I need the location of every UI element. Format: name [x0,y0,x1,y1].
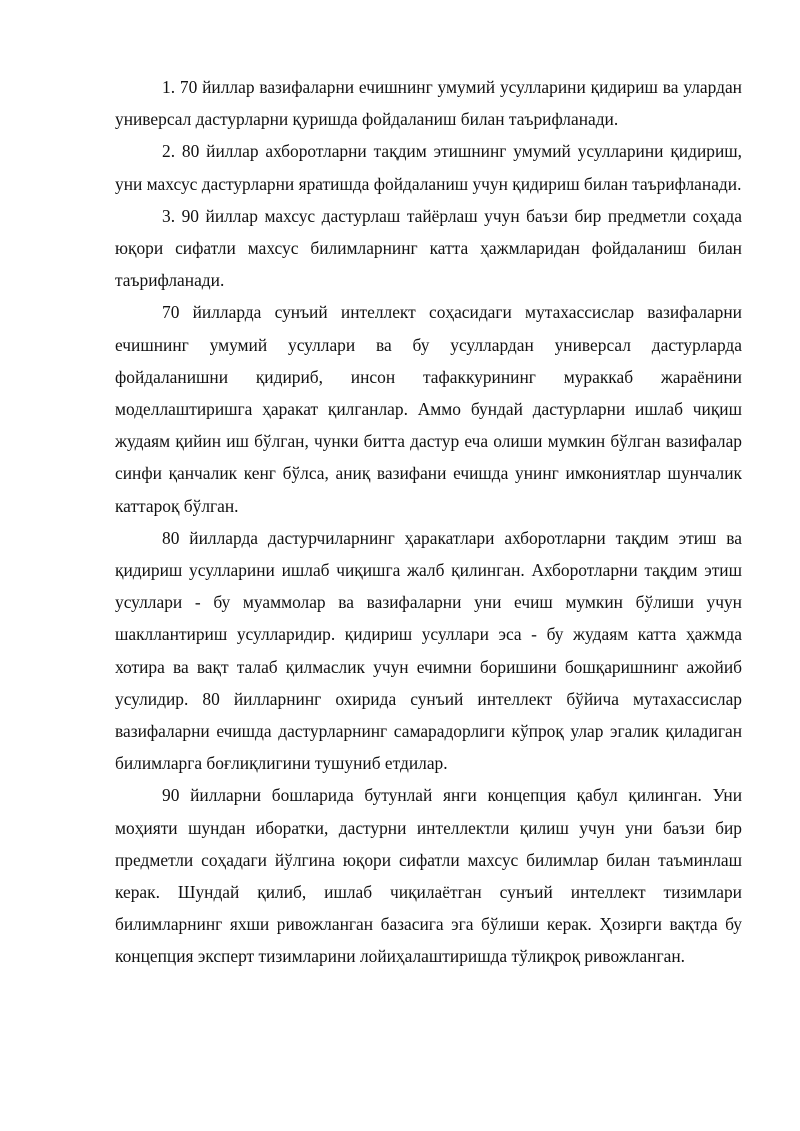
paragraph-2: 2. 80 йиллар ахборотларни тақдим этишнинг умумий усулларини қидириш, уни махсус дастурларни яратишда фойдаланиш учун қидириш билан таърифланади. [115,141,742,194]
paragraph-4: 70 йилларда сунъий интеллект соҳасидаги мутахассислар вазифаларни ечишнинг умумий усуллари ва бу усуллардан универсал дастурларда фойдаланишни қидириб, инсон тафаккурининг мураккаб жараёнини моделлаштиришга ҳаракат қилганлар. Аммо бундай дастурларни ишлаб чиқиш жудаям қийин иш бўлган, чунки битта дастур еча олиши мумкин бўлган вазифалар синфи қанчалик кенг бўлса, аниқ вазифани ечишда унинг имкониятлар шунчалик каттароқ бўлган. [115,302,742,516]
paragraph-6: 90 йилларни бошларида бутунлай янги концепция қабул қилинган. Уни моҳияти шундан иборатки, дастурни интеллектли қилиш учун уни баъзи бир предметли соҳадаги йўлгина юқори сифатли махсус билимлар билан таъминлаш керак. Шундай қилиб, ишлаб чиқилаётган сунъий интеллект тизимлари билимларнинг яхши ривожланган базасига эга бўлиши керак. Ҳозирги вақтда бу концепция эксперт тизимларини лойиҳалаштиришда тўлиқроқ ривожланган. [115,785,742,967]
paragraph-5: 80 йилларда дастурчиларнинг ҳаракатлари ахборотларни тақдим этиш ва қидириш усулларини ишлаб чиқишга жалб қилинган. Ахборотларни тақдим этиш усуллари - бу муаммолар ва вазифаларни уни ечиш мумкин бўлиши учун шакллантириш усулларидир. қидириш усуллари эса - бу жудаям катта ҳажмда хотира ва вақт талаб қилмаслик учун ечимни боришини бошқаришнинг ажойиб усулидир. 80 йилларнинг охирида сунъий интеллект бўйича мутахассислар вазифаларни ечишда дастурларнинг самарадорлиги кўпроқ улар эгалик қиладиган билимларга боғлиқлигини тушуниб етдилар. [115,527,742,774]
paragraph-1: 1. 70 йиллар вазифаларни ечишнинг умумий усулларини қидириш ва улардан универсал дастурларни қуришда фойдаланиш билан таърифланади. [115,77,742,130]
document-page [115,71,742,973]
paragraph-3: 3. 90 йиллар махсус дастурлаш тайёрлаш учун баъзи бир предметли соҳада юқори сифатли махсус билимларнинг катта ҳажмларидан фойдаланиш билан таърифланади. [115,205,742,291]
